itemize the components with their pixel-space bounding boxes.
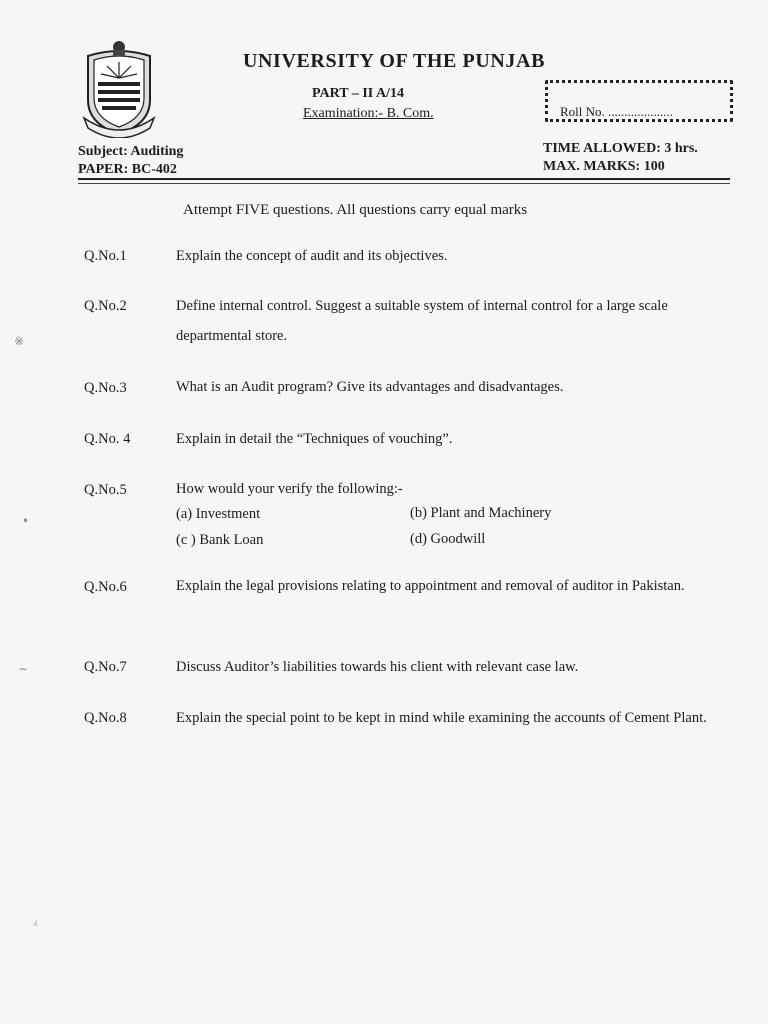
question-text: Explain the special point to be kept in mind while examining the accounts of Cement Plant. — [176, 710, 707, 726]
header-divider-thin — [78, 183, 730, 184]
header-divider — [78, 178, 730, 180]
question-number: Q.No.6 — [84, 579, 127, 595]
question-number: Q.No.1 — [84, 248, 127, 264]
question-text: Discuss Auditor’s liabilities towards his client with relevant case law. — [176, 659, 579, 675]
question-number: Q.No. 4 — [84, 431, 131, 447]
time-marks-block — [543, 140, 698, 176]
question-text: What is an Audit program? Give its advantages and disadvantages. — [176, 379, 564, 395]
question-text: Define internal control. Suggest a suitable system of internal control for a large scale departmental store. — [176, 298, 668, 344]
question-number: Q.No.3 — [84, 380, 127, 396]
question-number: Q.No.8 — [84, 710, 127, 726]
paper-label: PAPER: BC-402 — [78, 162, 177, 177]
part-label: PART – II A/14 — [312, 86, 404, 101]
scan-mark: ※ — [14, 334, 25, 348]
max-marks-label: MAX. MARKS: 100 — [543, 159, 665, 174]
question-text: Explain in detail the “Techniques of vouching”. — [176, 431, 453, 447]
time-allowed-label: TIME ALLOWED: 3 hrs. — [543, 141, 698, 156]
question-number: Q.No.5 — [84, 482, 127, 498]
examination-label: Examination:- B. Com. — [303, 106, 434, 121]
instructions: Attempt FIVE questions. All questions carry equal marks — [183, 202, 528, 218]
option-d: (d) Goodwill — [410, 531, 486, 547]
question-text: Explain the concept of audit and its objectives. — [176, 248, 448, 264]
subject-label: Subject: Auditing — [78, 144, 184, 159]
question-number: Q.No.7 — [84, 659, 127, 675]
subject-block — [78, 143, 183, 179]
option-c: (c ) Bank Loan — [176, 532, 264, 548]
roll-number-field: Roll No. .................... — [560, 104, 674, 119]
scan-mark: • — [22, 514, 30, 528]
scan-mark: ⁁ — [34, 912, 37, 926]
university-title: UNIVERSITY OF THE PUNJAB — [242, 50, 546, 72]
scan-mark: ∼ — [18, 662, 29, 676]
question-text: Explain the legal provisions relating to appointment and removal of auditor in Pakistan. — [176, 578, 685, 594]
option-b: (b) Plant and Machinery — [410, 505, 552, 521]
question-text: How would your verify the following:- — [176, 481, 403, 497]
question-number: Q.No.2 — [84, 298, 127, 314]
option-a: (a) Investment — [176, 506, 261, 522]
